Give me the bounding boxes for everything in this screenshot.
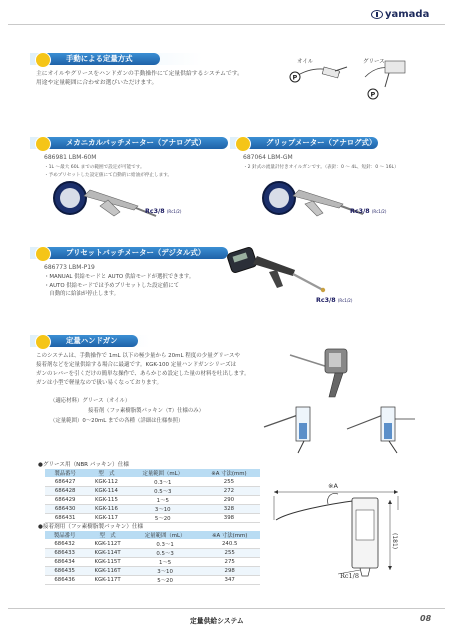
table-cell: 347 bbox=[199, 576, 260, 585]
table-cell: 290 bbox=[198, 496, 260, 505]
mech-port-sub: (Rc1/2) bbox=[166, 209, 182, 214]
table-adhesive-caption: ●接着剤用（フッ素樹脂製パッキン）仕様 bbox=[38, 524, 144, 530]
grip-port bbox=[350, 208, 386, 215]
header-rule bbox=[8, 24, 445, 25]
grip-port-size: Rc3/8 bbox=[350, 208, 370, 215]
table-cell: 686428 bbox=[45, 487, 85, 496]
table-cell: 1〜5 bbox=[131, 558, 200, 567]
table-cell: KGK-116T bbox=[84, 567, 130, 576]
grip-code: 687064 LBM-GM bbox=[243, 154, 293, 161]
table-cell: 298 bbox=[199, 567, 260, 576]
table-cell: KGK-116 bbox=[85, 505, 127, 514]
handgun-title: 定量ハンドガン bbox=[38, 335, 138, 347]
column-header: 型 式 bbox=[84, 531, 130, 540]
table-row bbox=[45, 478, 260, 487]
footer-rule bbox=[8, 608, 445, 609]
preset-meter-illustration bbox=[225, 242, 345, 302]
preset-port-sub: (Rc1/2) bbox=[337, 298, 353, 303]
table-cell: 686433 bbox=[45, 549, 84, 558]
table-cell: 275 bbox=[199, 558, 260, 567]
table-cell: 0.3〜1 bbox=[131, 540, 200, 549]
manual-body bbox=[36, 70, 296, 88]
grip-note: ・2 針式の流量計付きオイルガンです。（表針：0 〜 4L、短針：0 〜 16L） bbox=[243, 165, 399, 170]
table-cell: KGK-112T bbox=[84, 540, 130, 549]
brand-name: yamada bbox=[385, 9, 430, 20]
handgun-spec-line: （定量範囲）0〜20mL までの各種（詳細は仕様参照） bbox=[50, 418, 184, 424]
grip-meter-illustration bbox=[255, 178, 375, 223]
table-cell: 686432 bbox=[45, 540, 84, 549]
table-cell: 686429 bbox=[45, 496, 85, 505]
table-cell: KGK-117 bbox=[85, 514, 127, 523]
table-cell: 686436 bbox=[45, 576, 84, 585]
preset-note: 自動的に給油が停止します。 bbox=[44, 291, 120, 297]
column-header: 製品番号 bbox=[45, 469, 85, 478]
table-cell: 686430 bbox=[45, 505, 85, 514]
svg-text:P: P bbox=[370, 90, 376, 99]
mech-notes bbox=[44, 164, 244, 179]
handgun-body-line: ガンのレバーを引くだけの簡単な操作で、あらかじめ設定した量の材料を吐出します。 bbox=[36, 371, 250, 377]
table-row bbox=[45, 496, 260, 505]
table-cell: 398 bbox=[198, 514, 260, 523]
column-header: 製品番号 bbox=[45, 531, 84, 540]
manual-title: 手動による定量方式 bbox=[38, 53, 160, 65]
manual-body-line: 用途や定量範囲に合わせお選びいただけます。 bbox=[36, 80, 158, 86]
table-adhesive bbox=[45, 531, 260, 585]
yamada-logo-icon bbox=[371, 10, 383, 19]
column-header: ※A 寸法(mm) bbox=[198, 469, 260, 478]
table-row bbox=[45, 576, 260, 585]
preset-code: 686773 LBM-P19 bbox=[44, 264, 95, 271]
table-cell: 3〜10 bbox=[128, 505, 198, 514]
table-cell: KGK-114 bbox=[85, 487, 127, 496]
preset-note: ・AUTO 供給モードでは予めプリセットした設定値にて bbox=[44, 282, 179, 289]
mech-code: 686981 LBM-60M bbox=[44, 154, 97, 161]
mech-port bbox=[145, 208, 181, 215]
handgun-spec bbox=[50, 396, 290, 426]
table-cell: 0.5〜3 bbox=[128, 487, 198, 496]
table-cell: KGK-115 bbox=[85, 496, 127, 505]
dim-a-label: ※A bbox=[328, 482, 338, 490]
page-number: 08 bbox=[420, 614, 432, 623]
table-row bbox=[45, 540, 260, 549]
table-cell: 5〜20 bbox=[131, 576, 200, 585]
table-grease-caption: ●グリース用（NBR パッキン）仕様 bbox=[38, 462, 129, 468]
svg-text:P: P bbox=[292, 73, 298, 82]
handgun-dimension-drawing bbox=[268, 470, 418, 580]
column-header: 定量範囲（mL） bbox=[128, 469, 198, 478]
column-header: 型 式 bbox=[85, 469, 127, 478]
handgun-spec-line: 接着剤（フッ素樹脂製パッキン（T）仕様のみ） bbox=[88, 408, 205, 414]
table-cell: KGK-117T bbox=[84, 576, 130, 585]
table-cell: 686434 bbox=[45, 558, 84, 567]
table-cell: 328 bbox=[198, 505, 260, 514]
handgun-drawing-left bbox=[262, 395, 334, 455]
footer-title: 定量供給システム bbox=[190, 617, 244, 625]
preset-note: ・MANUAL 供給モードと AUTO 供給モードが選択できます。 bbox=[44, 274, 195, 280]
column-header: ※A 寸法(mm) bbox=[199, 531, 260, 540]
preset-port-size: Rc3/8 bbox=[316, 297, 336, 304]
handgun-body-line: 接着剤などを定量供給する場合に最適です。KGK-100 定量ハンドガンシリーズは bbox=[36, 362, 237, 368]
table-cell: KGK-114T bbox=[84, 549, 130, 558]
mech-title: メカニカルバッチメーター（アナログ式） bbox=[38, 137, 228, 149]
column-header: 定量範囲（mL） bbox=[131, 531, 200, 540]
table-cell: KGK-115T bbox=[84, 558, 130, 567]
handgun-body bbox=[36, 352, 301, 388]
preset-port bbox=[316, 297, 352, 304]
label-oil: オイル bbox=[297, 59, 314, 65]
table-cell: 686431 bbox=[45, 514, 85, 523]
table-cell: 240.5 bbox=[199, 540, 260, 549]
table-row bbox=[45, 549, 260, 558]
table-cell: 5〜20 bbox=[128, 514, 198, 523]
mech-note: ・1L 〜最大 60L までの範囲で設定が可能です。 bbox=[44, 165, 145, 170]
table-row bbox=[45, 487, 260, 496]
preset-title: プリセットバッチメーター（デジタル式） bbox=[38, 247, 228, 259]
table-cell: 686435 bbox=[45, 567, 84, 576]
grip-title: グリップメーター（アナログ式） bbox=[238, 137, 378, 149]
dim-height-label: (181) bbox=[391, 533, 398, 550]
handgun-spec-line: （適応材料）グリース（オイル） bbox=[50, 398, 131, 404]
table-cell: 255 bbox=[199, 549, 260, 558]
mech-meter-illustration bbox=[48, 178, 168, 223]
handgun-body-line: このシステムは、手動操作で 1mL 以下の極少量から 20mL 程度の少量グリースや bbox=[36, 353, 241, 359]
table-cell: KGK-112 bbox=[85, 478, 127, 487]
table-cell: 1〜5 bbox=[128, 496, 198, 505]
handgun-body-line: ガンは小型で軽量なので扱い易くなっております。 bbox=[36, 380, 163, 386]
handgun-photo bbox=[285, 335, 365, 400]
table-cell: 0.5〜3 bbox=[131, 549, 200, 558]
handgun-drawing-right bbox=[345, 395, 425, 455]
table-grease bbox=[45, 469, 260, 523]
manual-body-line: 主にオイルやグリースをハンドガンの手動操作にて定量供給するシステムです。 bbox=[36, 71, 243, 77]
table-cell: 255 bbox=[198, 478, 260, 487]
manual-guns-illustration bbox=[285, 55, 425, 103]
page-footer bbox=[0, 613, 453, 625]
brand-logo bbox=[371, 9, 429, 20]
mech-port-size: Rc3/8 bbox=[145, 208, 165, 215]
table-cell: 3〜10 bbox=[131, 567, 200, 576]
table-row bbox=[45, 567, 260, 576]
table-row bbox=[45, 505, 260, 514]
grip-port-sub: (Rc1/2) bbox=[371, 209, 387, 214]
table-cell: 272 bbox=[198, 487, 260, 496]
table-cell: 0.3〜1 bbox=[128, 478, 198, 487]
preset-notes bbox=[44, 273, 244, 299]
grip-notes bbox=[243, 164, 448, 172]
drawing-port-label: Rc1/8 bbox=[340, 572, 359, 580]
table-cell: 686427 bbox=[45, 478, 85, 487]
mech-note: ・予めプリセットした設定値にて自動的に給油が停止します。 bbox=[44, 172, 173, 178]
table-row bbox=[45, 558, 260, 567]
label-grease: グリース bbox=[363, 59, 385, 65]
